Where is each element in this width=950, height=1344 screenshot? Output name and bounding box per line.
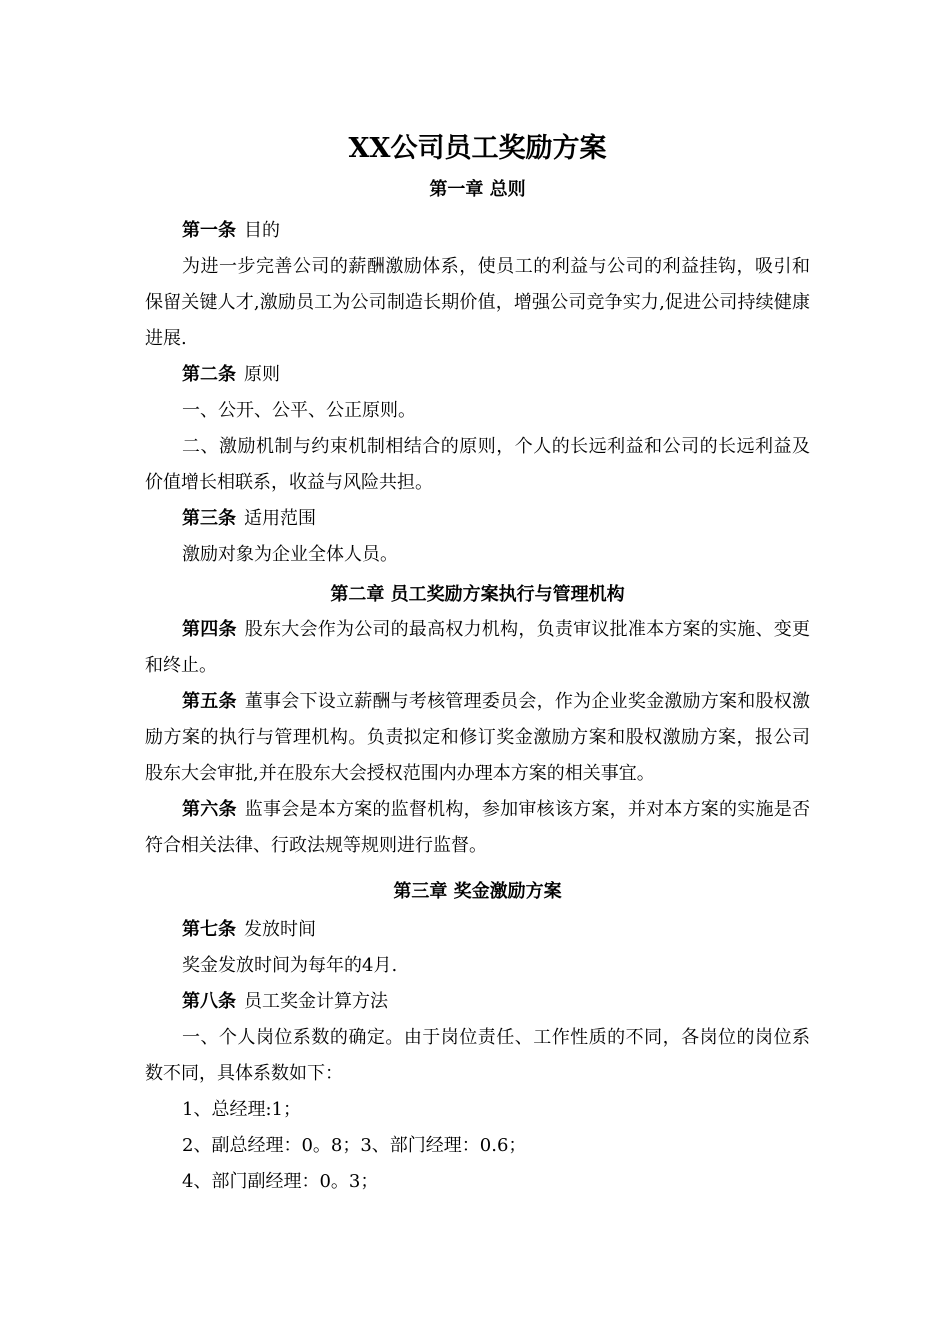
article-2-text: 原则 bbox=[244, 364, 280, 385]
chapter-3-heading: 第三章 奖金激励方案 bbox=[393, 881, 562, 902]
article-5 bbox=[145, 684, 810, 792]
document-page bbox=[145, 130, 810, 1200]
article-3-text: 适用范围 bbox=[244, 508, 316, 529]
article-7 bbox=[145, 912, 810, 948]
article-1-label: 第一条 bbox=[182, 220, 236, 241]
article-3-label: 第三条 bbox=[182, 508, 236, 529]
article-6-text: 监事会是本方案的监督机构，参加审核该方案，并对本方案的实施是否符合相关法律、行政法规等规则进行监督。 bbox=[145, 799, 811, 856]
chapter-2-heading: 第二章 员工奖励方案执行与管理机构 bbox=[330, 584, 625, 605]
article-5-text: 董事会下设立薪酬与考核管理委员会，作为企业奖金激励方案和股权激励方案的执行与管理机构。负责拟定和修订奖金激励方案和股权激励方案，报公司股东大会审批,并在股东大会授权范围内办理本方案的相关事宜。 bbox=[145, 691, 811, 784]
article-1 bbox=[145, 213, 810, 249]
principle-1: 一、公开、公平、公正原则。 bbox=[182, 400, 416, 421]
article-7-text: 发放时间 bbox=[244, 919, 316, 940]
article-8 bbox=[145, 984, 810, 1020]
article-3 bbox=[145, 501, 810, 537]
paragraph-purpose: 为进一步完善公司的薪酬激励体系，使员工的利益与公司的利益挂钩，吸引和保留关键人才,激励员工为公司制造长期价值，增强公司竞争实力,促进公司持续健康进展. bbox=[145, 256, 810, 349]
article-2-label: 第二条 bbox=[182, 364, 236, 385]
article-5-label: 第五条 bbox=[182, 691, 237, 712]
document-title: XX公司员工奖励方案 bbox=[348, 133, 607, 164]
article-6-label: 第六条 bbox=[182, 799, 237, 820]
list-item-1: 1、总经理:1； bbox=[182, 1099, 301, 1120]
article-8-text: 员工奖金计算方法 bbox=[244, 991, 388, 1012]
principle-2: 二、激励机制与约束机制相结合的原则，个人的长远利益和公司的长远利益及价值增长相联系，收益与风险共担。 bbox=[145, 436, 810, 493]
article-2 bbox=[145, 357, 810, 393]
list-item-3: 4、部门副经理：0。3； bbox=[182, 1171, 379, 1192]
paragraph-scope: 激励对象为企业全体人员。 bbox=[182, 544, 398, 565]
chapter-1-heading: 第一章 总则 bbox=[429, 179, 526, 200]
list-item-2: 2、副总经理：0。8；3、部门经理：0.6； bbox=[182, 1135, 527, 1156]
article-8-label: 第八条 bbox=[182, 991, 236, 1012]
article-7-label: 第七条 bbox=[182, 919, 236, 940]
article-4-text: 股东大会作为公司的最高权力机构，负责审议批准本方案的实施、变更和终止。 bbox=[145, 619, 811, 676]
article-1-text: 目的 bbox=[244, 220, 280, 241]
article-4-label: 第四条 bbox=[182, 619, 237, 640]
article-4 bbox=[145, 612, 810, 684]
article-6 bbox=[145, 792, 810, 864]
paragraph-payout-time: 奖金发放时间为每年的4月. bbox=[182, 955, 398, 976]
paragraph-coefficient: 一、个人岗位系数的确定。由于岗位责任、工作性质的不同，各岗位的岗位系数不同，具体系数如下： bbox=[145, 1027, 810, 1084]
